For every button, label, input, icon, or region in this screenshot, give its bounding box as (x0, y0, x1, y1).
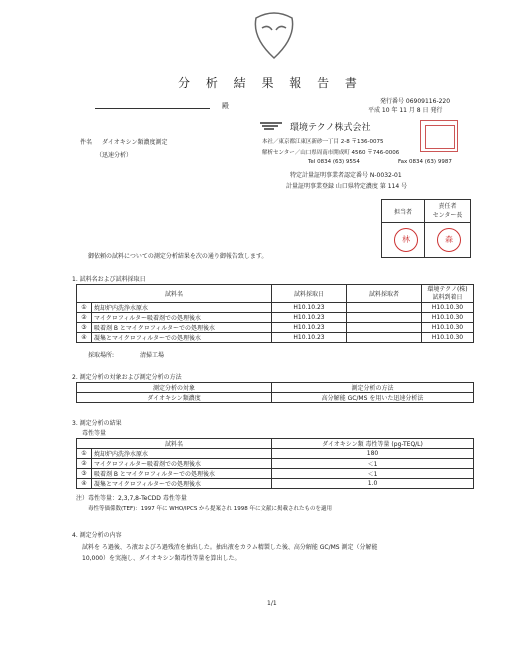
table-row (77, 459, 474, 469)
section2-heading: 2. 測定分析の対象および測定分析の方法 (72, 374, 182, 381)
row-no: ② (77, 459, 92, 469)
addressee-suffix: 殿 (222, 102, 229, 110)
section3-sub: 毒性等量 (82, 430, 107, 437)
stamp-cell-staff (382, 223, 425, 258)
arrival-date: H10.10.30 (422, 313, 474, 323)
stamp-col-manager (424, 200, 470, 223)
method: 高分解能 GC/MS を用いた迅速分析法 (272, 393, 474, 403)
collector (347, 303, 422, 313)
sample-name: 凝集とマイクロフィルターでの処理後水 (92, 479, 272, 489)
hq-address: 本社／東京都江東区新砂一丁目 2-8 〒136-0075 (262, 139, 384, 145)
table-row (77, 479, 474, 489)
approval-stamp-box (381, 199, 471, 258)
col-arrival-company: 環境テクノ(株) (427, 285, 468, 293)
center-address: 解析センター／山口県周南市開成町 4560 〒746-0006 (262, 150, 400, 156)
sample-name: マイクロフィルター吸着剤での処理後水 (92, 459, 272, 469)
certification-1: 特定計量証明事業者認定番号 N-0032-01 (290, 172, 402, 179)
table-row (77, 469, 474, 479)
table-row (77, 313, 474, 323)
row-no: ③ (77, 469, 92, 479)
row-no: ② (77, 313, 92, 323)
sampling-date: H10.10.23 (272, 313, 347, 323)
intro-text: 御依頼の試料についての測定分析結果を次の通り御報告致します。 (88, 253, 268, 260)
section4-heading: 4. 測定分析の内容 (72, 532, 122, 539)
collector (347, 323, 422, 333)
company-logo-icon (258, 121, 284, 131)
sample-table (76, 284, 474, 343)
teq-value: ＜1 (272, 459, 474, 469)
place: 清掃工場 (140, 352, 165, 359)
issue-number: 発行番号 06909116-220 (380, 98, 451, 105)
tel: Tel 0834 (63) 9554 (308, 159, 360, 165)
method-description-line2: 10,000）を実施し、ダイオキシン類毒性等量を算出した。 (82, 555, 241, 562)
sample-name: 焼却炉内洗浄水原水 (92, 303, 272, 313)
table-row (77, 393, 474, 403)
stamp-col-staff: 担当者 (382, 200, 425, 223)
row-no: ④ (77, 333, 92, 343)
issue-date: 平成 10 年 11 月 8 日 発行 (368, 107, 443, 114)
method-description-line1: 試料を ろ過後、ろ液およびろ過残渣を抽出した。抽出液をカラム精製した後、高分解能 GC/MS 測定（分解能 (82, 544, 378, 551)
sample-name: 吸着剤 B とマイクロフィルターでの処理後水 (92, 323, 272, 333)
section1-heading: 1. 試料名および試料採取日 (72, 276, 146, 283)
sampling-date: H10.10.23 (272, 333, 347, 343)
staff-seal: 林 (394, 228, 418, 252)
col-arrival-label: 試料到着日 (432, 293, 463, 301)
table-row (77, 449, 474, 459)
result-table (76, 438, 474, 489)
table-row (77, 303, 474, 313)
stamp-col-manager-label: 責任者 (438, 203, 457, 210)
sample-name: 焼却炉内洗浄水原水 (92, 449, 272, 459)
method-table (76, 382, 474, 403)
row-no: ③ (77, 323, 92, 333)
row-no: ① (77, 303, 92, 313)
note-teq: 注）毒性等量：2,3,7,8-TeCDD 毒性等量 (76, 495, 187, 502)
place-label: 採取場所: (88, 352, 115, 359)
company-name: 環境テクノ株式会社 (290, 123, 371, 133)
row-no: ① (77, 449, 92, 459)
subject-label: 件名 (80, 139, 93, 146)
teq-value: ＜1 (272, 469, 474, 479)
arrival-date: H10.10.30 (422, 323, 474, 333)
sample-name: 凝集とマイクロフィルターでの処理後水 (92, 333, 272, 343)
teq-value: 180 (272, 449, 474, 459)
table-row (77, 323, 474, 333)
table-row (77, 333, 474, 343)
sample-name: マイクロフィルター吸着剤での処理後水 (92, 313, 272, 323)
page-number: 1/1 (267, 600, 277, 607)
subject: ダイオキシン類濃度測定 (102, 139, 168, 146)
col-sample-name: 試料名 (77, 285, 272, 303)
manager-seal: 森 (437, 228, 461, 252)
collector (347, 333, 422, 343)
arrival-date: H10.10.30 (422, 333, 474, 343)
subject-note: （迅速分析） (96, 152, 133, 159)
stamp-col-manager-sub: センター長 (432, 212, 463, 219)
col-sample-name: 試料名 (77, 439, 272, 449)
col-collector: 試料採取者 (347, 285, 422, 303)
addressee-line (95, 108, 210, 109)
sample-name: 吸着剤 B とマイクロフィルターでの処理後水 (92, 469, 272, 479)
col-sampling-date: 試料採取日 (272, 285, 347, 303)
fax: Fax 0834 (63) 9987 (398, 159, 452, 165)
collector (347, 313, 422, 323)
col-method: 測定分析の方法 (272, 383, 474, 393)
document-title: 分 析 結 果 報 告 書 (178, 76, 363, 90)
section3-heading: 3. 測定分析の結果 (72, 420, 122, 427)
col-target: 測定分析の対象 (77, 383, 272, 393)
col-arrival-date (422, 285, 474, 303)
target: ダイオキシン類濃度 (77, 393, 272, 403)
note-tef: 毒性等価係数(TEF)：1997 年に WHO/IPCS から提案され 1998 年に文献に掲載されたものを適用 (88, 506, 333, 512)
col-teq: ダイオキシン類 毒性等量 (pg-TEQ/L) (272, 439, 474, 449)
sampling-date: H10.10.23 (272, 303, 347, 313)
arrival-date: H10.10.30 (422, 303, 474, 313)
teq-value: 1.0 (272, 479, 474, 489)
sampling-date: H10.10.23 (272, 323, 347, 333)
stamp-cell-manager (424, 223, 470, 258)
row-no: ④ (77, 479, 92, 489)
certification-2: 計量証明事業登録 山口県特定濃度 第 114 号 (286, 183, 408, 190)
company-seal (420, 120, 458, 152)
mask-logo-icon (250, 8, 298, 60)
